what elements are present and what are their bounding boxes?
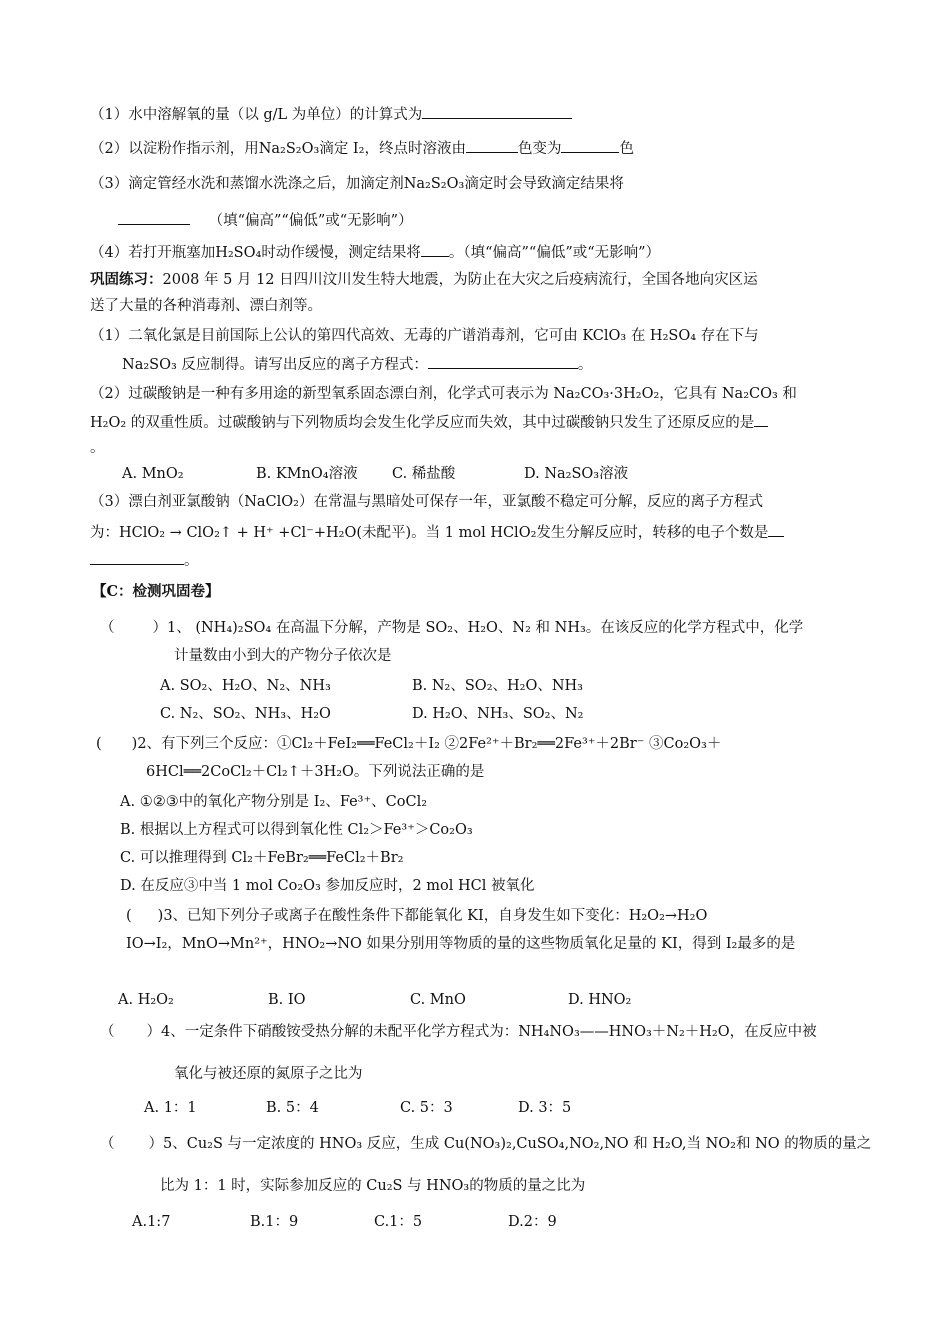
option-c[interactable]: C. MnO (410, 992, 466, 1008)
answer-paren-open: （ (100, 1136, 115, 1152)
test-q2-option-a[interactable] (120, 792, 427, 812)
test-q1-line2 (174, 646, 392, 666)
test-q1-options-row1 (160, 676, 583, 696)
option-a[interactable]: A. H₂O₂ (118, 992, 174, 1008)
option-a[interactable]: A. ①②③中的氧化产物分别是 I₂、Fe³⁺、CoCl₂ (120, 794, 428, 810)
test-q5-options (132, 1212, 557, 1232)
option-c[interactable]: C.1：5 (374, 1214, 423, 1230)
practice-q2-text: （2）过碳酸钠是一种有多用途的新型氧系固态漂白剂，化学式可表示为 Na₂CO₃·3H₂O₂，它具有 Na₂CO₃ 和 (90, 386, 797, 402)
question-b3-hint: （填“偏高”“偏低”或“无影响”） (208, 213, 413, 229)
practice-q3 (90, 492, 763, 512)
practice-q3-text: （3）漂白剂亚氯酸钠（NaClO₂）在常温与黑暗处可保存一年，亚氯酸不稳定可分解，反应的离子方程式 (90, 494, 763, 510)
question-b2-text: （2）以淀粉作指示剂，用Na₂S₂O₃滴定 I₂，终点时溶液由 (90, 141, 466, 157)
practice-intro (90, 270, 758, 290)
answer-blank[interactable] (118, 210, 190, 225)
test-q2-line2 (146, 762, 484, 782)
answer-paren-blank[interactable] (102, 734, 132, 748)
option-b[interactable]: B. 根据以上方程式可以得到氧化性 Cl₂＞Fe³⁺＞Co₂O₃ (120, 822, 473, 838)
option-d[interactable]: D. 在反应③中当 1 mol Co₂O₃ 参加反应时，2 mol HCl 被氧化 (120, 878, 535, 894)
test-q4 (100, 1022, 817, 1042)
practice-heading: 巩固练习： (90, 271, 163, 288)
test-q3-options (118, 990, 631, 1010)
answer-paren-open: （ (100, 1024, 115, 1040)
practice-q3-line3 (90, 550, 199, 571)
test-q1-options-row2 (160, 704, 583, 724)
answer-paren-open: ( (126, 908, 132, 924)
practice-q3-end: 。 (184, 553, 199, 569)
answer-blank[interactable] (422, 104, 572, 119)
answer-blank[interactable] (90, 550, 184, 565)
section-c-heading-text: 【C：检测巩固卷】 (92, 583, 220, 600)
option-b[interactable]: B. IO (268, 992, 306, 1008)
option-b[interactable]: B.1：9 (250, 1214, 299, 1230)
question-b1 (90, 104, 572, 125)
test-q5-text-2: 比为 1：1 时，实际参加反应的 Cu₂S 与 HNO₃的物质的量之比为 (160, 1178, 586, 1194)
test-q4-options (144, 1098, 571, 1118)
practice-intro-line2 (90, 296, 322, 316)
answer-paren-blank[interactable] (115, 1022, 147, 1036)
test-q1-text: ）1、 (NH₄)₂SO₄ 在高温下分解，产物是 SO₂、H₂O、N₂ 和 NH₃。在该反应的化学方程式中，化学 (152, 620, 804, 636)
practice-q2-line2 (90, 412, 768, 433)
option-d[interactable]: D. Na₂SO₃溶液 (524, 466, 629, 482)
option-d[interactable]: D. H₂O、NH₃、SO₂、N₂ (412, 706, 584, 722)
option-d[interactable]: D.2：9 (508, 1214, 557, 1230)
option-c[interactable]: C. 5：3 (400, 1100, 453, 1116)
question-b1-text: （1）水中溶解氧的量（以 g/L 为单位）的计算式为 (90, 107, 423, 123)
option-a[interactable]: A. SO₂、H₂O、N₂、NH₃ (160, 678, 331, 694)
question-b3-line2 (118, 210, 413, 231)
option-b[interactable]: B. 5：4 (266, 1100, 319, 1116)
practice-q1-end: 。 (577, 357, 593, 373)
test-q5-text: ）5、Cu₂S 与一定浓度的 HNO₃ 反应，生成 Cu(NO₃)₂,CuSO₄,NO₂,NO 和 H₂O,当 NO₂和 NO 的物质的量之 (148, 1136, 872, 1152)
test-q2-text: )2、有下列三个反应：①Cl₂＋FeI₂══FeCl₂＋I₂ ②2Fe²⁺＋Br₂══2Fe³⁺＋2Br⁻ ③Co₂O₃＋ (131, 736, 722, 752)
question-b4-text: （4）若打开瓶塞加H₂SO₄时动作缓慢，测定结果将 (90, 245, 421, 261)
practice-q2-line3 (90, 438, 105, 458)
practice-q2-end: 。 (90, 440, 105, 456)
test-q1 (100, 618, 803, 638)
practice-q1-line2 (122, 354, 592, 375)
test-q3-text-2: IO→I₂，MnO→Mn²⁺，HNO₂→NO 如果分别用等物质的量的这些物质氧化足量的 KI，得到 I₂最多的是 (126, 936, 796, 952)
option-b[interactable]: B. KMnO₄溶液 (256, 466, 358, 482)
practice-q1 (90, 326, 759, 346)
question-b2-text-end: 色 (619, 141, 634, 157)
question-b4-hint: 。（填“偏高”“偏低”或“无影响”） (448, 245, 661, 261)
answer-paren-open: （ (100, 620, 115, 636)
answer-paren-open: ( (96, 736, 102, 752)
answer-blank[interactable] (561, 138, 619, 153)
practice-intro-text-2: 送了大量的各种消毒剂、漂白剂等。 (90, 298, 322, 314)
test-q2-option-b[interactable] (120, 820, 473, 840)
practice-q2 (90, 384, 797, 404)
answer-paren-blank[interactable] (132, 906, 158, 920)
test-q5 (100, 1134, 871, 1154)
question-b2 (90, 138, 634, 159)
answer-blank[interactable] (754, 412, 768, 427)
test-q2-option-c[interactable] (120, 848, 403, 868)
option-c[interactable]: C. 可以推理得到 Cl₂＋FeBr₂══FeCl₂＋Br₂ (120, 850, 404, 866)
test-q3 (126, 906, 707, 926)
test-q2-text-2: 6HCl══2CoCl₂＋Cl₂↑＋3H₂O。下列说法正确的是 (146, 764, 485, 780)
test-q4-text: ）4、一定条件下硝酸铵受热分解的未配平化学方程式为：NH₄NO₃——HNO₃＋N₂＋H₂O，在反应中被 (146, 1024, 817, 1040)
test-q3-text: )3、已知下列分子或离子在酸性条件下都能氧化 KI，自身发生如下变化：H₂O₂→H₂O (157, 908, 708, 924)
test-q1-text-2: 计量数由小到大的产物分子依次是 (174, 648, 392, 664)
practice-intro-text: 2008 年 5 月 12 日四川汶川发生特大地震，为防止在大灾之后疫病流行，全国各地向灾区运 (162, 272, 758, 288)
section-c-heading (92, 582, 220, 602)
answer-paren-blank[interactable] (115, 618, 153, 632)
question-b3-text: （3）滴定管经水洗和蒸馏水洗涤之后，加滴定剂Na₂S₂O₃滴定时会导致滴定结果将 (90, 176, 624, 192)
option-a[interactable]: A. 1：1 (144, 1100, 197, 1116)
answer-blank[interactable] (466, 138, 518, 153)
answer-paren-blank[interactable] (115, 1134, 149, 1148)
option-a[interactable]: A.1:7 (132, 1214, 171, 1230)
option-d[interactable]: D. HNO₂ (568, 992, 632, 1008)
practice-q3-text-2: 为：HClO₂ → ClO₂↑ + H⁺ +Cl⁻+H₂O(未配平)。当 1 mol HClO₂发生分解反应时，转移的电子个数是 (90, 525, 769, 541)
answer-blank[interactable] (428, 354, 578, 369)
answer-blank[interactable] (768, 522, 784, 537)
option-c[interactable]: C. 稀盐酸 (392, 466, 456, 482)
test-q5-line2 (160, 1176, 585, 1196)
answer-blank[interactable] (421, 242, 449, 257)
test-q4-text-2: 氧化与被还原的氮原子之比为 (174, 1066, 363, 1082)
option-b[interactable]: B. N₂、SO₂、H₂O、NH₃ (412, 678, 583, 694)
question-b2-text-mid: 色变为 (517, 141, 562, 157)
practice-q1-text-2: Na₂SO₃ 反应制得。请写出反应的离子方程式： (122, 357, 428, 373)
test-q3-line2 (126, 934, 795, 954)
option-a[interactable]: A. MnO₂ (122, 466, 184, 482)
option-d[interactable]: D. 3：5 (518, 1100, 572, 1116)
question-b3 (90, 174, 624, 194)
test-q2 (96, 734, 721, 754)
option-c[interactable]: C. N₂、SO₂、NH₃、H₂O (160, 706, 331, 722)
test-q4-line2 (174, 1064, 363, 1084)
practice-q1-text: （1）二氧化氯是目前国际上公认的第四代高效、无毒的广谱消毒剂，它可由 KClO₃ 在 H₂SO₄ 存在下与 (90, 328, 759, 344)
practice-q3-line2 (90, 522, 784, 543)
test-q2-option-d[interactable] (120, 876, 535, 896)
practice-q2-text-2: H₂O₂ 的双重性质。过碳酸钠与下列物质均会发生化学反应而失效，其中过碳酸钠只发生了还原反应的是 (90, 415, 755, 431)
practice-q2-options (122, 464, 628, 484)
question-b4 (90, 242, 660, 263)
